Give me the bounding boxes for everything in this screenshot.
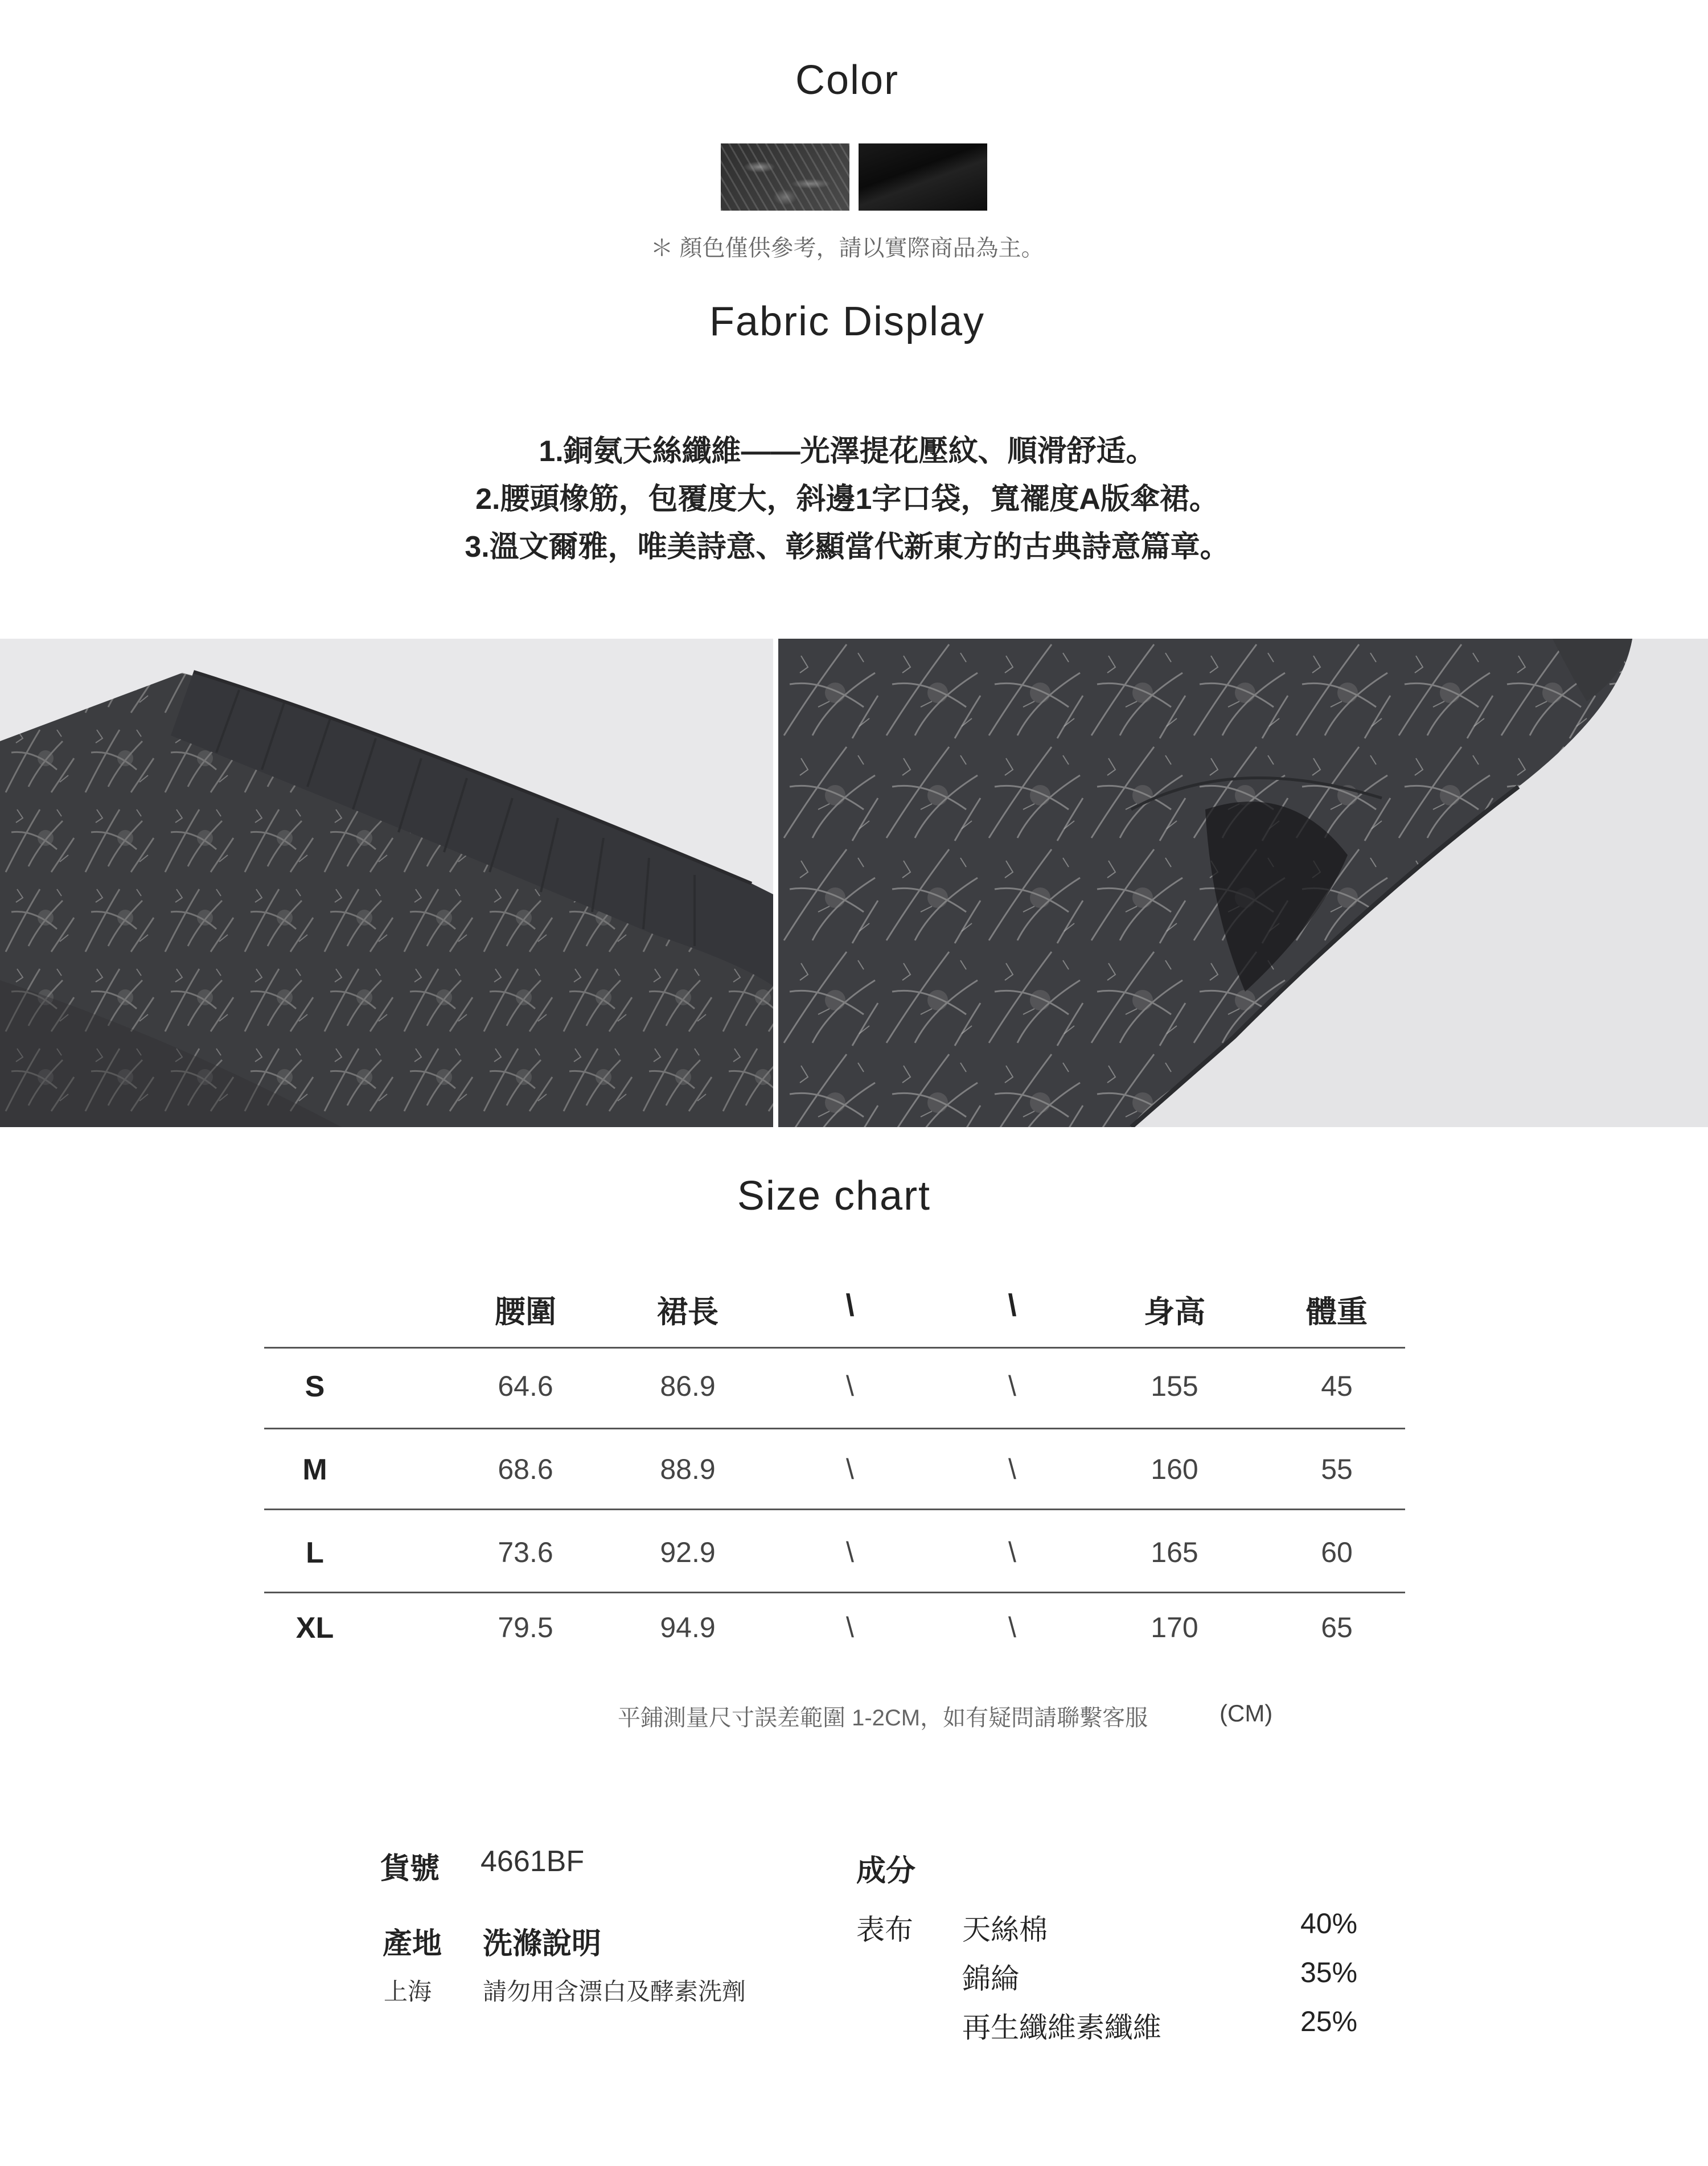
table-cell: 45 [1321, 1370, 1353, 1402]
material-name: 錦綸 [962, 1963, 1019, 1995]
material-percent: 35% [1300, 1957, 1358, 1988]
table-cell: 55 [1321, 1453, 1353, 1485]
size-label: S [305, 1370, 325, 1403]
table-rule [264, 1428, 1405, 1429]
header-weight: 體重 [1306, 1295, 1368, 1329]
gray-print-swatch [721, 143, 849, 211]
wash-label: 洗滌說明 [483, 1927, 602, 1961]
table-cell: 68.6 [498, 1453, 553, 1485]
fabric-photo-waistband [0, 639, 773, 1127]
table-cell: 155 [1151, 1370, 1198, 1402]
header-waist: 腰圍 [495, 1295, 556, 1329]
composition-label: 成分 [856, 1855, 916, 1888]
material-name: 再生纖維素纖維 [962, 2012, 1161, 2044]
table-cell: \ [1008, 1612, 1016, 1643]
table-cell: \ [846, 1453, 854, 1485]
table-cell: 60 [1321, 1536, 1353, 1568]
table-cell: 160 [1151, 1453, 1198, 1485]
material-name: 天絲棉 [962, 1914, 1048, 1946]
table-cell: 92.9 [660, 1536, 716, 1568]
header-blank-1: \ [845, 1288, 855, 1322]
color-title: Color [795, 57, 900, 103]
table-cell: 73.6 [498, 1536, 553, 1568]
table-rule [264, 1509, 1405, 1510]
table-cell: \ [1008, 1536, 1016, 1568]
header-length: 裙長 [657, 1295, 718, 1329]
table-cell: 88.9 [660, 1453, 716, 1485]
color-note: ＊ 顏色僅供參考，請以實際商品為主。 [650, 236, 1044, 261]
table-cell: 170 [1151, 1612, 1198, 1643]
fabric-label: 表布 [856, 1914, 913, 1946]
material-percent: 25% [1300, 2005, 1358, 2037]
origin-label: 產地 [383, 1927, 442, 1961]
table-cell: 165 [1151, 1536, 1198, 1568]
item-no-label: 貨號 [380, 1852, 440, 1885]
black-swatch [859, 143, 987, 211]
feature-1: 1.銅氨天絲纖維——光澤提花壓紋、順滑舒适。 [539, 435, 1156, 468]
table-cell: \ [1008, 1370, 1016, 1402]
size-label: M [302, 1453, 327, 1486]
table-rule [264, 1592, 1405, 1593]
table-cell: 65 [1321, 1612, 1353, 1643]
table-cell: 79.5 [498, 1612, 553, 1643]
table-cell: \ [846, 1612, 854, 1643]
fabric-title: Fabric Display [709, 299, 986, 344]
unit-label: (CM) [1220, 1700, 1273, 1727]
size-label: L [306, 1536, 324, 1569]
material-percent: 40% [1300, 1908, 1358, 1939]
header-blank-2: \ [1008, 1288, 1017, 1322]
size-label: XL [295, 1612, 334, 1645]
table-cell: 86.9 [660, 1370, 716, 1402]
fabric-photo-pocket [778, 639, 1708, 1127]
item-no: 4661BF [481, 1845, 585, 1878]
header-height: 身高 [1144, 1295, 1205, 1329]
table-cell: \ [846, 1370, 854, 1402]
table-cell: 94.9 [660, 1612, 716, 1643]
table-cell: \ [846, 1536, 854, 1568]
feature-2: 2.腰頭橡筋，包覆度大，斜邊1字口袋，寬襬度A版傘裙。 [475, 483, 1219, 516]
table-rule [264, 1347, 1405, 1349]
table-cell: \ [1008, 1453, 1016, 1485]
origin-value: 上海 [384, 1978, 432, 2005]
size-chart-note: 平鋪測量尺寸誤差範圍 1-2CM，如有疑問請聯繫客服 [618, 1705, 1148, 1731]
size-chart-title: Size chart [737, 1173, 931, 1219]
table-cell: 64.6 [498, 1370, 553, 1402]
wash-value: 請勿用含漂白及酵素洗劑 [483, 1978, 746, 2005]
feature-3: 3.溫文爾雅，唯美詩意、彰顯當代新東方的古典詩意篇章。 [465, 531, 1230, 564]
